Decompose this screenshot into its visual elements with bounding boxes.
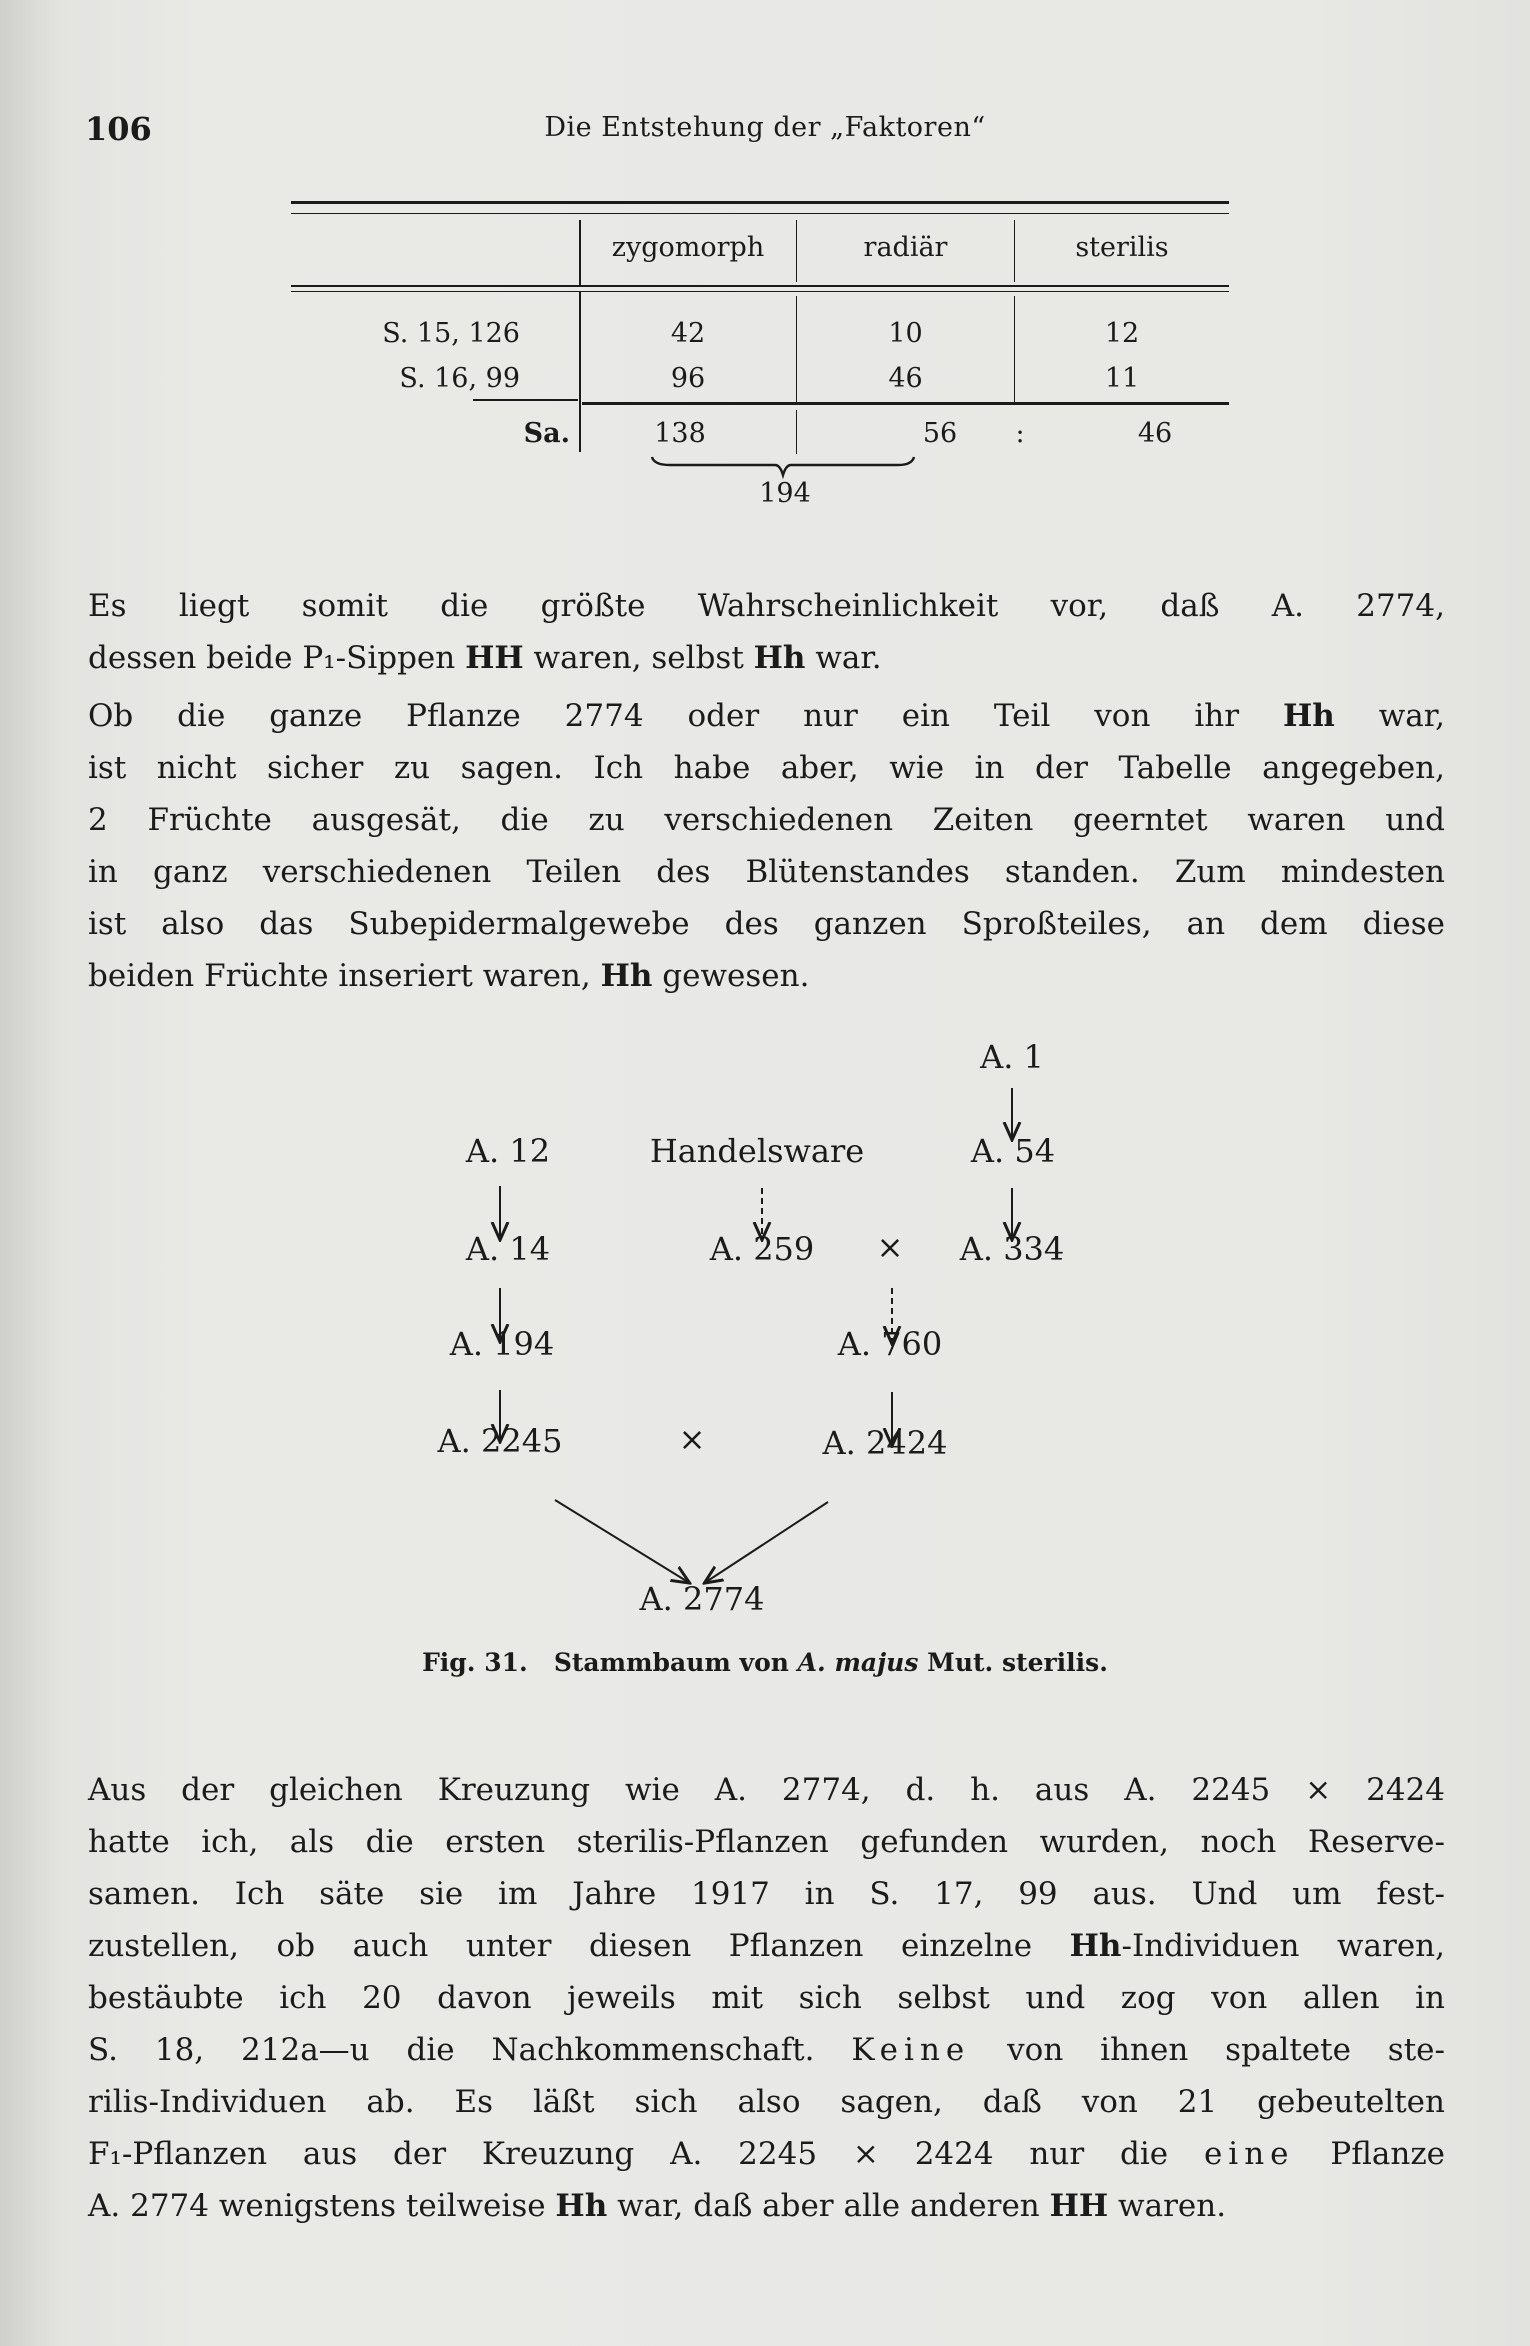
text-segment: -Individuen waren,: [1121, 1928, 1445, 1964]
column-header: radiär: [863, 232, 948, 263]
figure-number: Fig. 31.: [422, 1648, 528, 1677]
bold-text: HH: [1049, 2188, 1109, 2224]
text-segment: A. 2774 wenigstens teilweise: [88, 2188, 556, 2224]
table-cell: 10: [888, 318, 923, 349]
text-line: [88, 1920, 1445, 1972]
text-line: [88, 2128, 1445, 2180]
node-a760: A. 760: [837, 1325, 943, 1363]
text-line: [88, 2024, 1445, 2076]
text-segment: waren, selbst: [523, 640, 754, 676]
bold-text: HH: [465, 640, 524, 676]
node-a1: A. 1: [980, 1038, 1044, 1076]
row-label: S. 15, 126: [382, 318, 520, 349]
text-segment: Aus der gleichen Kreuzung wie A. 2774, d. h. aus A. 2245 × 2424: [88, 1772, 1445, 1808]
text-segment: waren.: [1108, 2188, 1227, 2224]
text-line: [88, 1972, 1445, 2024]
caption-text: Stammbaum von: [553, 1648, 789, 1677]
table-cell: 11: [1104, 363, 1140, 394]
bold-text: Hh: [753, 640, 806, 676]
sum-label: Sa.: [523, 418, 570, 449]
sum-cell: 138: [654, 418, 706, 449]
text-segment: ist nicht sicher zu sagen. Ich habe aber, wie in der Tabelle angegeben,: [88, 750, 1445, 786]
text-segment: samen. Ich säte sie im Jahre 1917 in S. 17, 99 aus. Und um fest-: [88, 1876, 1445, 1912]
text-line: [88, 1868, 1445, 1920]
sum-cell: 46: [1137, 418, 1173, 449]
text-segment: Pflanze: [1294, 2136, 1446, 2172]
text-segment: dessen beide P₁-Sippen: [88, 640, 466, 676]
sum-cell: 56: [922, 418, 958, 449]
node-a334: A. 334: [959, 1230, 1065, 1268]
text-line: [88, 1764, 1445, 1816]
row-label: S. 16, 99: [399, 363, 520, 394]
text-segment: S. 18, 212a—u die Nachkommenschaft.: [88, 2032, 852, 2068]
text-segment: von ihnen spaltete ste-: [970, 2032, 1445, 2068]
text-line: [88, 2180, 1445, 2232]
page-number: 106: [85, 110, 152, 148]
text-segment: gewesen.: [652, 958, 810, 994]
bold-text: Hh: [555, 2188, 608, 2224]
text-segment: Es liegt somit die größte Wahrscheinlichkeit vor, daß A. 2774,: [88, 588, 1445, 624]
node-a2424: A. 2424: [822, 1424, 948, 1462]
bold-text: Hh: [600, 958, 653, 994]
node-a259: A. 259: [709, 1230, 815, 1268]
cross-symbol: ×: [678, 1420, 706, 1458]
node-a54: A. 54: [970, 1132, 1056, 1170]
spaced-text: eine: [1203, 2136, 1295, 2172]
text-segment: rilis-Individuen ab. Es läßt sich also sagen, daß von 21 gebeutelten: [88, 2084, 1445, 2120]
arrow-icon: [706, 1502, 828, 1582]
text-segment: war.: [805, 640, 882, 676]
arrow-icon: [555, 1500, 688, 1582]
column-header: zygomorph: [611, 232, 765, 263]
node-a2774: A. 2774: [639, 1580, 765, 1618]
node-a2245: A. 2245: [437, 1422, 563, 1460]
node-a12: A. 12: [465, 1132, 551, 1170]
figure-caption: [0, 1648, 1530, 1677]
text-segment: war,: [1334, 698, 1446, 734]
text-segment: F₁-Pflanzen aus der Kreuzung A. 2245 × 2424 nur die: [88, 2136, 1204, 2172]
text-segment: beiden Früchte inseriert waren,: [88, 958, 601, 994]
node-handelsware: Handelsware: [649, 1132, 865, 1170]
text-segment: war, daß aber alle anderen: [607, 2188, 1050, 2224]
node-a14: A. 14: [465, 1230, 551, 1268]
spaced-text: Keine: [851, 2032, 971, 2068]
bold-text: Hh: [1069, 1928, 1122, 1964]
node-a194: A. 194: [449, 1325, 555, 1363]
cross-symbol: ×: [876, 1228, 904, 1266]
text-segment: 2 Früchte ausgesät, die zu verschiedenen Zeiten geerntet waren und: [88, 802, 1445, 838]
text-segment: bestäubte ich 20 davon jeweils mit sich selbst und zog von allen in: [88, 1980, 1445, 2016]
table-cell: 42: [670, 318, 706, 349]
brace-total: 194: [759, 478, 811, 509]
table-cell: 12: [1104, 318, 1140, 349]
running-title: Die Entstehung der „Faktoren“: [544, 112, 986, 143]
caption-species: A. majus: [797, 1648, 919, 1677]
text-segment: Ob die ganze Pflanze 2774 oder nur ein Teil von ihr: [88, 698, 1283, 734]
ratio-separator: :: [1015, 418, 1025, 449]
column-header: sterilis: [1075, 232, 1169, 263]
text-segment: hatte ich, als die ersten sterilis-Pflanzen gefunden wurden, noch Reserve-: [88, 1824, 1445, 1860]
text-segment: in ganz verschiedenen Teilen des Blütenstandes standen. Zum mindesten: [88, 854, 1445, 890]
bold-text: Hh: [1282, 698, 1335, 734]
text-line: [88, 1816, 1445, 1868]
text-segment: zustellen, ob auch unter diesen Pflanzen einzelne: [88, 1928, 1070, 1964]
paragraph: [88, 1764, 1445, 2232]
table-cell: 46: [888, 363, 923, 394]
caption-text: Mut. sterilis.: [927, 1648, 1108, 1677]
table-cell: 96: [670, 363, 706, 394]
text-line: [88, 2076, 1445, 2128]
text-segment: ist also das Subepidermalgewebe des ganzen Sproßteiles, an dem diese: [88, 906, 1445, 942]
